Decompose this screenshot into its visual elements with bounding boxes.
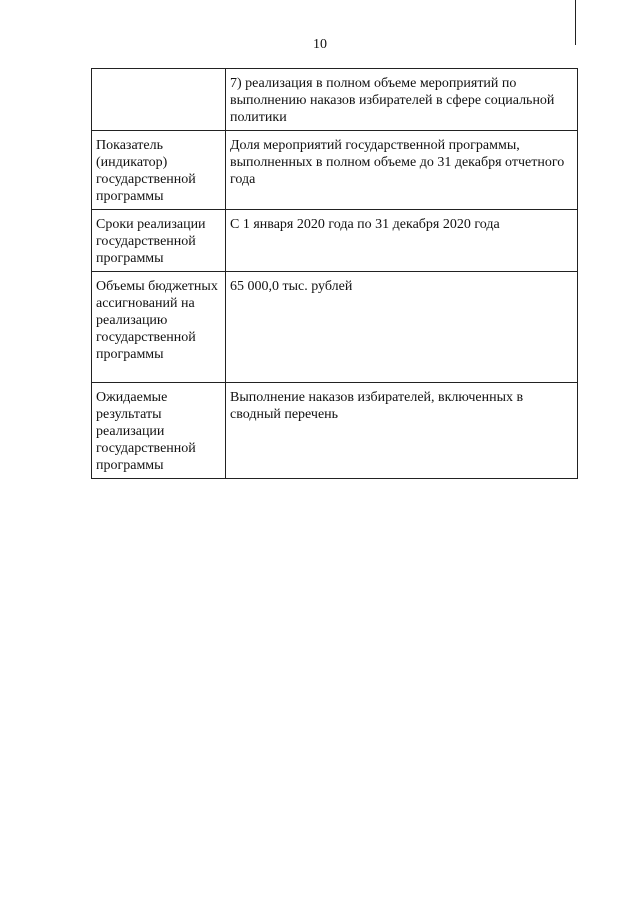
row-label: Сроки реализации государственной программы xyxy=(92,210,226,272)
table-row xyxy=(92,383,578,479)
row-label xyxy=(92,69,226,131)
row-value: С 1 января 2020 года по 31 декабря 2020 года xyxy=(226,210,578,272)
row-value: 65 000,0 тыс. рублей xyxy=(226,272,578,383)
table-row xyxy=(92,210,578,272)
table-row xyxy=(92,69,578,131)
row-label: Объемы бюджетных ассигнований на реализацию государственной программы xyxy=(92,272,226,383)
row-value: 7) реализация в полном объеме мероприятий по выполнению наказов избирателей в сфере социальной политики xyxy=(226,69,578,131)
table-row xyxy=(92,131,578,210)
row-value: Доля мероприятий государственной программы, выполненных в полном объеме до 31 декабря отчетного года xyxy=(226,131,578,210)
row-label: Показатель (индикатор) государственной программы xyxy=(92,131,226,210)
page-number: 10 xyxy=(313,37,327,52)
table-row xyxy=(92,272,578,383)
program-passport-table xyxy=(91,68,578,479)
row-value: Выполнение наказов избирателей, включенных в сводный перечень xyxy=(226,383,578,479)
row-label: Ожидаемые результаты реализации государственной программы xyxy=(92,383,226,479)
